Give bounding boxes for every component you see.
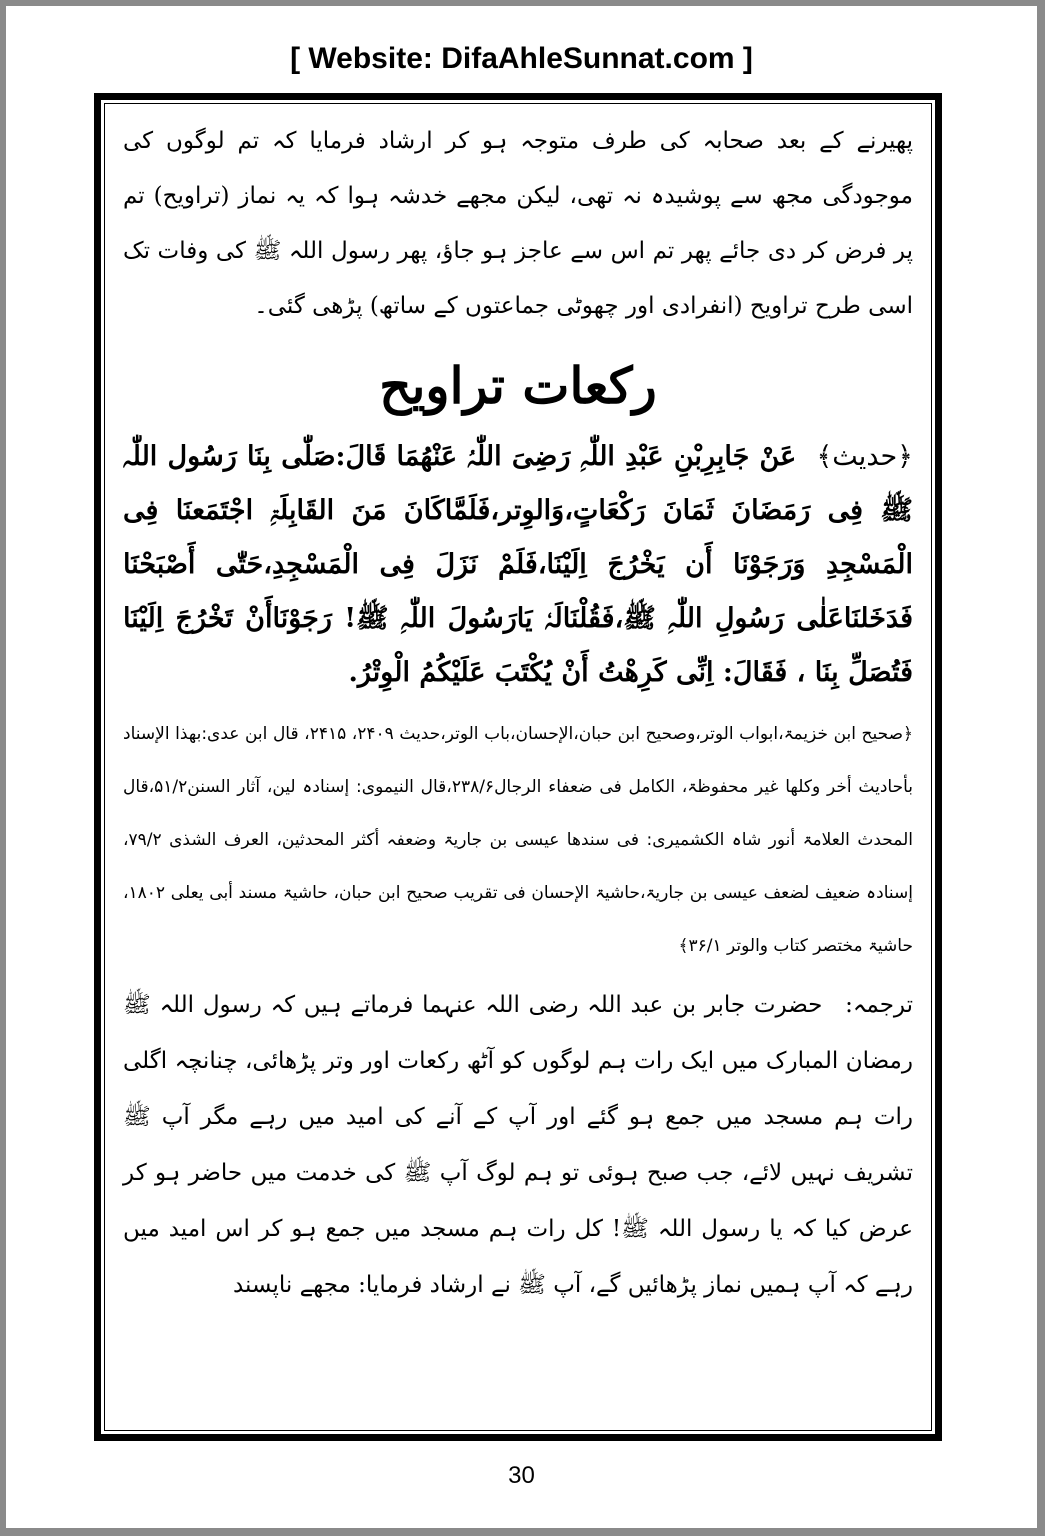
references-paragraph: ﴿صحیح ابن خزیمۃ،ابواب الوتر،وصحیح ابن حبان،الإحسان،باب الوتر،حدیث ۲۴۰۹، ۲۴۱۵، قال ابن عدی:بھذا الإسناد بأحادیث أخر وکلھا غیر محفوظۃ، الکامل فی ضعفاء الرجال۲۳۸/۶،قال النیموی: إسنادہ لین، آثار السنن۵۱/۲،قال المحدث العلامۃ أنور شاہ الکشمیری: فی سندھا عیسی بن جاریۃ وضعفہ أکثر المحدثین، العرف الشذی ۷۹/۲، إسنادہ ضعیف لضعف عیسی بن جاریۃ،حاشیۃ الإحسان فی تقریب صحیح ابن حبان، حاشیۃ مسند أبی یعلی ۱۸۰۲، حاشیۃ مختصر کتاب والوتر ۳۶/۱﴾: [123, 724, 914, 956]
page-sheet: [6, 6, 1037, 1528]
translation-label: ترجمہ:: [845, 992, 914, 1018]
translation-text: حضرت جابر بن عبد اللہ رضی اللہ عنہما فرماتے ہیں کہ رسول اللہ ﷺ رمضان المبارک میں ایک رات ہم لوگوں کو آٹھ رکعات اور وتر پڑھائی، چنانچہ اگلی رات ہم مسجد میں جمع ہو گئے اور آپ کے آنے کی امید میں رہے مگر آپ ﷺ تشریف نہیں لائے، جب صبح ہوئی تو ہم لوگ آپ ﷺ کی خدمت میں حاضر ہو کر عرض کیا کہ یا رسول اللہ ﷺ! کل رات ہم مسجد میں جمع ہو کر اس امید میں رہے کہ آپ ہمیں نماز پڑھائیں گے، آپ ﷺ نے ارشاد فرمایا: مجھے ناپسند: [123, 992, 913, 1298]
website-header: [ Website: DifaAhleSunnat.com ]: [290, 42, 753, 75]
hadith-paragraph: [123, 430, 913, 700]
intro-paragraph: پھیرنے کے بعد صحابہ کی طرف متوجہ ہو کر ارشاد فرمایا کہ تم لوگوں کی موجودگی مجھ سے پوشیدہ نہ تھی، لیکن مجھے خدشہ ہوا کہ یہ نماز (تراویح) تم پر فرض کر دی جائے پھر تم اس سے عاجز ہو جاؤ، پھر رسول اللہ ﷺ کی وفات تک اسی طرح تراویح (انفرادی اور چھوٹی جماعتوں کے ساتھ) پڑھی گئی۔: [123, 128, 913, 319]
section-heading: رکعات تراویح: [379, 356, 657, 415]
page-number: 30: [508, 1462, 535, 1489]
translation-paragraph: [123, 977, 913, 1313]
hadith-label: ﴿حدیث﴾: [816, 441, 913, 472]
hadith-text: عَنْ جَابِرِبْنِ عَبْدِ اللّٰہِ رَضِیَ اللّٰہُ عَنْھُمَا قَالَ:صَلّٰی بِنَا رَسُول اللّٰہ ﷺ فِی رَمَضَانَ ثَمَانَ رَکْعَاتٍ،وَالوِتر،فَلَمَّاکَانَ مَنَ القَابِلَۃِ اجْتَمَعنَا فِی الْمَسْجِدِ وَرَجَوْنَا أَن یَخْرُجَ اِلَیْنَا،فَلَمْ نَزَلَ فِی الْمَسْجِدِ،حَتّٰی أَصْبَحْنَا فَدَخَلنَاعَلٰی رَسُولِ اللّٰہِ ﷺ،فَقُلْنَالَہٗ یَارَسُولَ اللّٰہِ ﷺ! رَجَوْنَاأَنْ تَخْرُجَ اِلَیْنَا فَتُصَلِّ بِنَا ، فَقَالَ: اِنِّی کَرِھْتُ أَنْ یُکْتَبَ عَلَیْکُمُ الْوِتْرُ.: [123, 441, 913, 688]
content-frame: [94, 93, 942, 1441]
page-content: [123, 114, 913, 1313]
